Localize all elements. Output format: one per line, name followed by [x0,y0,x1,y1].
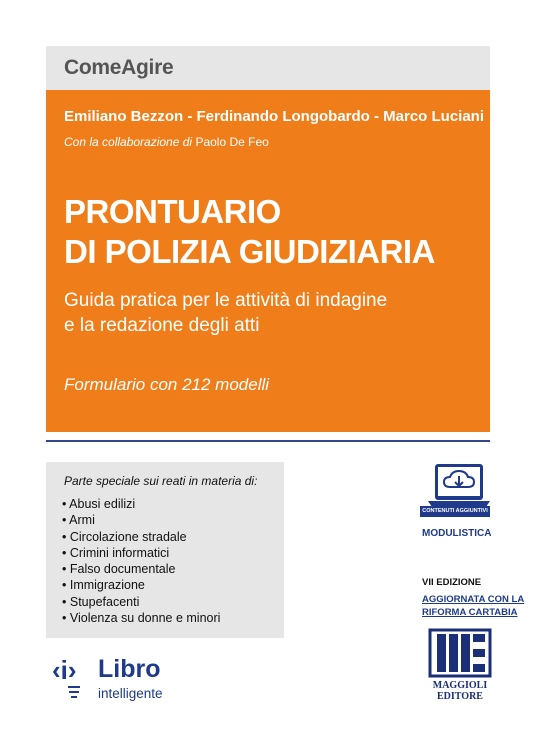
list-item: • Crimini informatici [62,545,220,561]
authors-line: Emiliano Bezzon - Ferdinando Longobardo - Marco Luciani [64,108,485,125]
extra-content-badge: CONTENUTI AGGIUNTIVI [420,506,490,517]
list-item: • Armi [62,512,220,528]
subtitle-line-1: Guida pratica per le attività di indagine [64,290,388,311]
series-banner [46,46,490,90]
maggioli-logo-icon [428,628,492,678]
libro-wordmark: Libro [98,655,161,683]
subtitle-line-2: e la redazione degli atti [64,315,260,336]
publisher-name-line-2: EDITORE [437,691,483,702]
book-title-line-1: PRONTUARIO [64,193,281,230]
formulary-note: Formulario con 212 modelli [64,375,270,394]
list-item: • Stupefacenti [62,594,220,610]
series-name: ComeAgire [64,56,174,79]
libro-bracket-logo: ‹i› [52,655,77,685]
cover-title-panel [46,90,490,432]
lightbulb-base-icon [64,684,84,700]
update-note-line-2: RIFORMA CARTABIA [422,607,518,618]
list-item: • Abusi edilizi [62,496,220,512]
publisher-name-line-1: MAGGIOLI [432,680,488,691]
modulistica-label: MODULISTICA [422,528,492,539]
update-note-line-1: AGGIORNATA CON LA [422,594,525,605]
divider-rule [46,440,490,442]
collaborator-name: Paolo De Feo [195,135,269,149]
topic-list [62,496,220,626]
list-item: • Violenza su donne e minori [62,610,220,626]
special-topics-box [46,462,284,638]
list-item: • Circolazione stradale [62,529,220,545]
libro-tagline: intelligente [98,686,163,701]
list-item: • Falso documentale [62,561,220,577]
special-topics-heading: Parte speciale sui reati in materia di: [64,474,258,488]
collaboration-prefix: Con la collaborazione di [64,135,193,149]
edition-label: VII EDIZIONE [422,577,482,588]
list-item: • Immigrazione [62,577,220,593]
book-title-line-2: DI POLIZIA GIUDIZIARIA [64,233,435,270]
collaboration-line [64,135,269,149]
